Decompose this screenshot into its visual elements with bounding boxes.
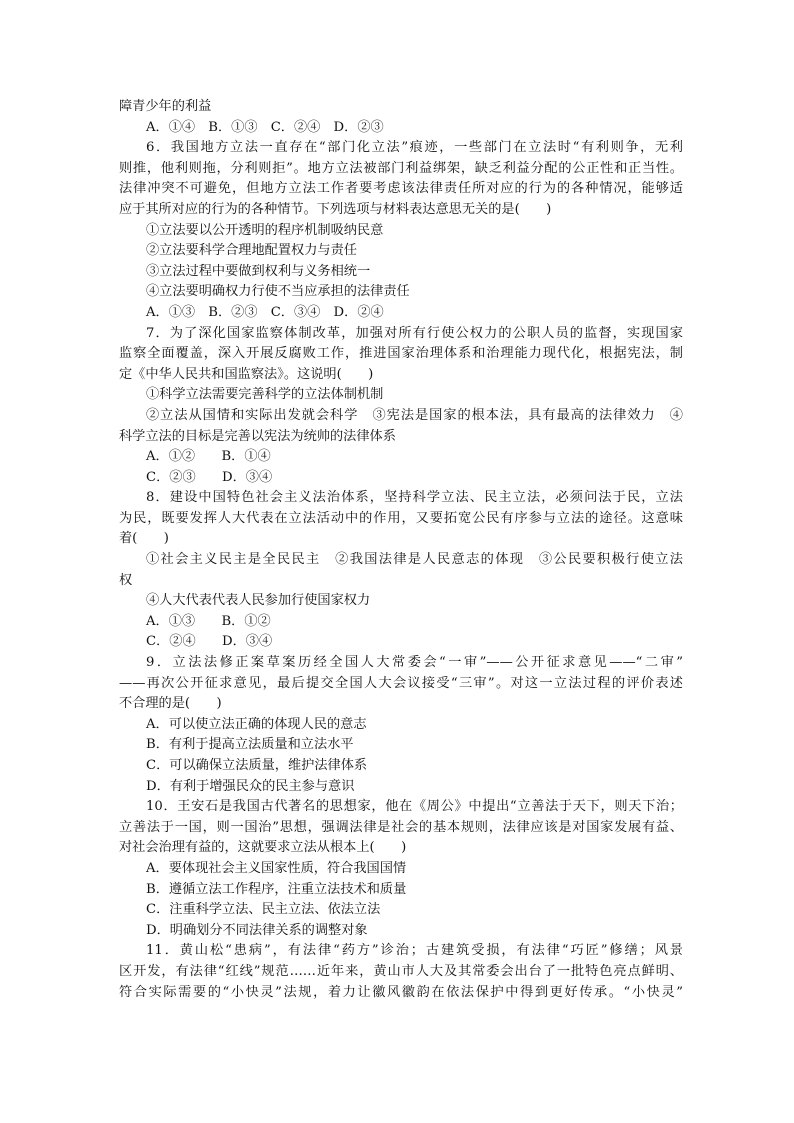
text-line: ①社会主义民主是全民民主 ②我国法律是人民意志的体现 ③公民要积极行使立法 [146,552,683,568]
text-line: 9．立法法修正案草案历经全国人大常委会“一审”——公开征求意见——“二审” [146,655,683,671]
text-line: 11．黄山松“患病”，有法律“药方”诊治；古建筑受损，有法律“巧匠”修缮；风景 [146,943,683,959]
text-line: B．遵循立法工作程序，注重立法技术和质量 [146,881,407,897]
text-line: 权 [119,572,133,588]
text-line: A．①④ B．①③ C．②④ D．②③ [146,119,384,135]
text-line: ④立法要明确权力行使不当应承担的法律责任 [146,284,410,300]
text-line: D．明确划分不同法律关系的调整对象 [146,922,368,938]
text-line: ③立法过程中要做到权利与义务相统一 [146,263,371,279]
text-line: A．可以使立法正确的体现人民的意志 [146,716,367,732]
text-line: 符合实际需要的“小快灵”法规，着力让徽风徽韵在依法保护中得到更好传承。“小快灵” [119,984,683,1000]
text-line: 监察全面覆盖，深入开展反腐败工作，推进国家治理体系和治理能力现代化，根据宪法，制 [119,346,683,362]
text-line: A．①③ B．①② [146,613,271,629]
text-line: C．②④ D．③④ [146,634,273,650]
text-line: D．有利于增强民众的民主参与意识 [146,778,355,794]
text-line: 对社会治理有益的，这就要求立法从根本上( ) [119,840,407,856]
text-line: 科学立法的目标是完善以宪法为统帅的法律体系 [119,428,396,444]
text-line: 法律冲突不可避免，但地方立法工作者要考虑该法律责任所对应的行为的各种情况，能够适 [119,181,683,197]
text-line: C．②③ D．③④ [146,469,273,485]
text-line: ——再次公开征求意见，最后提交全国人大会议接受“三审”。对这一立法过程的评价表述 [119,675,683,691]
text-line: 6．我国地方立法一直存在“部门化立法”痕迹，一些部门在立法时“有利则争，无利 [146,140,683,156]
text-line: 7．为了深化国家监察体制改革，加强对所有行使公权力的公职人员的监督，实现国家 [146,325,683,341]
text-line: ①科学立法需要完善科学的立法体制机制 [146,387,384,403]
text-line: 10．王安石是我国古代著名的思想家，他在《周公》中提出“立善法于天下，则天下治； [146,799,683,815]
text-line: 为民，既要发挥人大代表在立法活动中的作用，又要拓宽公民有序参与立法的途径。这意味 [119,510,683,526]
document-body [119,97,683,1003]
text-line: 立善法于一国，则一国治”思想，强调法律是社会的基本规则，法律应该是对国家发展有益、 [119,819,683,835]
text-line: 则推，他利则拖，分利则拒”。地方立法被部门利益绑架，缺乏利益分配的公正性和正当性。 [119,160,683,176]
text-line: ①立法要以公开透明的程序机制吸纳民意 [146,222,384,238]
text-line: 应于其所对应的行为的各种情节。下列选项与材料表达意思无关的是( ) [119,201,552,217]
text-line: 障青少年的利益 [119,99,212,114]
text-line: C．注重科学立法、民主立法、依法立法 [146,902,381,918]
text-line: 区开发，有法律“红线”规范……近年来，黄山市人大及其常委会出台了一批特色亮点鲜明、 [119,963,683,979]
text-line: A．要体现社会主义国家性质，符合我国国情 [146,860,407,876]
text-line: 不合理的是( ) [119,696,222,712]
text-line: 着( ) [119,531,169,547]
text-line: ②立法从国情和实际出发就会科学 ③宪法是国家的根本法，具有最高的法律效力 ④ [146,407,683,423]
text-line: ④人大代表代表人民参加行使国家权力 [146,593,371,609]
text-line: C．可以确保立法质量，维护法律体系 [146,758,368,773]
text-line: A．①② B．①④ [146,449,271,465]
text-line: ②立法要科学合理地配置权力与责任 [146,243,357,259]
text-line: A．①③ B．②③ C．③④ D．②④ [146,304,384,320]
text-line: 8．建设中国特色社会主义法治体系，坚持科学立法、民主立法，必须问法于民，立法 [146,490,683,506]
text-line: 定《中华人民共和国监察法》。这说明( ) [119,366,374,382]
text-line: B．有利于提高立法质量和立法水平 [146,737,354,753]
